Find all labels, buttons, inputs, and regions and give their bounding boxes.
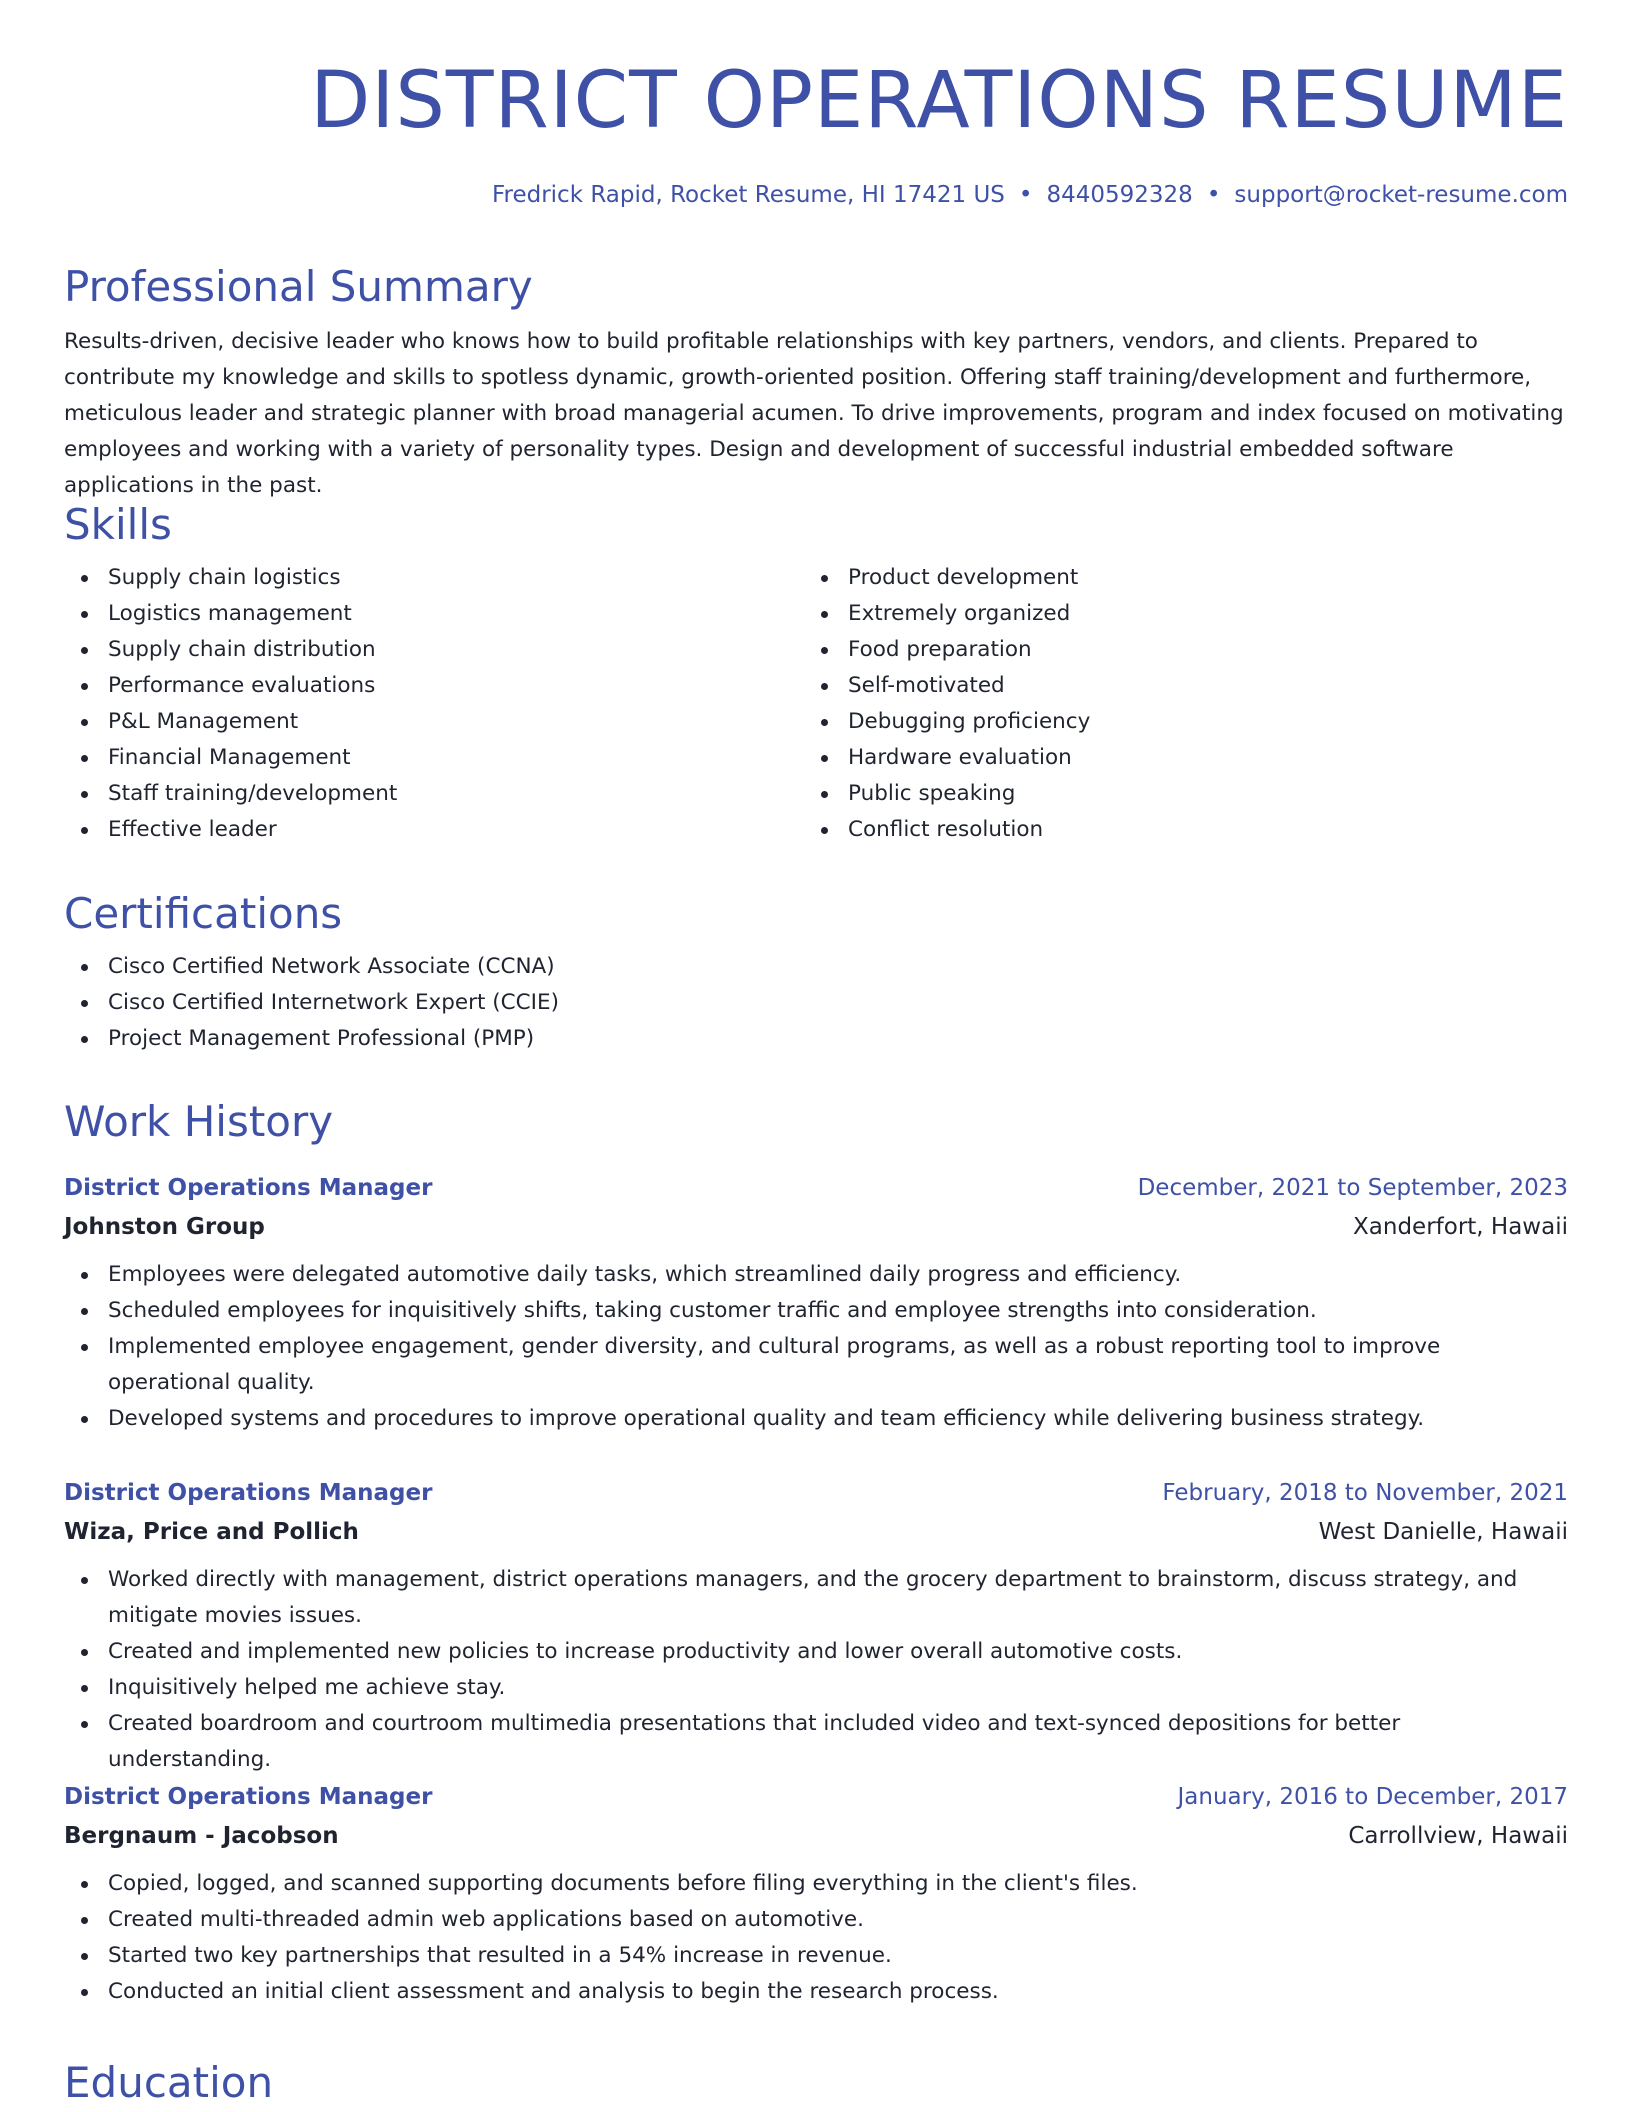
work-history-section (64, 1097, 1568, 1147)
job-bullets (64, 1866, 1568, 2010)
job-dates: December, 2021 to September, 2023 (1137, 1175, 1568, 1201)
summary-heading: Professional Summary (64, 262, 533, 311)
job-bullet: Copied, logged, and scanned supporting documents before filing everything in the client's files. (64, 1866, 1568, 1902)
contact-separator: • (1018, 182, 1033, 208)
job-bullets (64, 1257, 1568, 1437)
job-location: Carrollview, Hawaii (1348, 1823, 1568, 1849)
certifications-section (64, 889, 1568, 1057)
skills-list-left (64, 560, 804, 848)
job-location: West Danielle, Hawaii (1318, 1519, 1568, 1545)
job-bullet: Started two key partnerships that resulted in a 54% increase in revenue. (64, 1938, 1568, 1974)
job-bullet: Created boardroom and courtroom multimedia presentations that included video and text-synced depositions for better understanding. (64, 1706, 1568, 1778)
skill-item: Effective leader (64, 812, 804, 848)
job-subheader (64, 1207, 1568, 1247)
job-bullet: Worked directly with management, district operations managers, and the grocery department to brainstorm, discuss strategy, and mitigate movies issues. (64, 1562, 1568, 1634)
skill-item: P&L Management (64, 704, 804, 740)
skill-item: Logistics management (64, 596, 804, 632)
skill-item: Food preparation (804, 632, 1544, 668)
job-bullets (64, 1562, 1568, 1778)
job-bullet: Inquisitively helped me achieve stay. (64, 1670, 1568, 1706)
certification-item: Cisco Certified Network Associate (CCNA) (64, 949, 1568, 985)
job-subheader (64, 1512, 1568, 1552)
certification-item: Project Management Professional (PMP) (64, 1021, 1568, 1057)
summary-text: Results-driven, decisive leader who knows how to build profitable relationships with key partners, vendors, and clients. Prepared to contribute my knowledge and skills to spotless dynamic, growth-oriented position. Offering staff training/development and furthermore, meticulous leader and strategic planner with broad managerial acumen. To drive improvements, program and index focused on motivating employees and working with a variety of personality types. Design and development of successful industrial embedded software applications in the past. (64, 329, 1564, 498)
resume-title: DISTRICT OPERATIONS RESUME (310, 56, 1568, 146)
contact-phone: 8440592328 (1046, 182, 1193, 208)
skill-item: Debugging proficiency (804, 704, 1544, 740)
job-entry (64, 1169, 1568, 1437)
job-title: District Operations Manager (64, 1784, 433, 1810)
skills-heading: Skills (64, 500, 172, 549)
skill-item: Hardware evaluation (804, 740, 1544, 776)
certifications-heading: Certifications (64, 889, 343, 938)
job-entry (64, 1474, 1568, 1778)
certifications-list (64, 949, 1568, 1057)
skill-item: Supply chain logistics (64, 560, 804, 596)
job-title: District Operations Manager (64, 1175, 433, 1201)
skill-item: Product development (804, 560, 1544, 596)
skill-item: Financial Management (64, 740, 804, 776)
contact-email[interactable]: support@rocket-resume.com (1234, 182, 1568, 208)
job-location: Xanderfort, Hawaii (1353, 1214, 1568, 1240)
skill-item: Self-motivated (804, 668, 1544, 704)
work-history-heading: Work History (64, 1097, 334, 1146)
skill-item: Public speaking (804, 776, 1544, 812)
job-dates: January, 2016 to December, 2017 (1177, 1784, 1568, 1810)
contact-address: Fredrick Rapid, Rocket Resume, HI 17421 US (491, 182, 1005, 208)
summary-section (64, 262, 1568, 504)
job-company: Bergnaum - Jacobson (64, 1823, 339, 1849)
job-bullet: Scheduled employees for inquisitively shifts, taking customer traffic and employee strengths into consideration. (64, 1293, 1568, 1329)
skills-grid (64, 560, 1568, 848)
job-title: District Operations Manager (64, 1480, 433, 1506)
job-entry (64, 1778, 1568, 2010)
job-company: Wiza, Price and Pollich (64, 1519, 359, 1545)
job-bullet: Implemented employee engagement, gender diversity, and cultural programs, as well as a robust reporting tool to improve operational quality. (64, 1329, 1568, 1401)
skill-item: Conflict resolution (804, 812, 1544, 848)
job-bullet: Conducted an initial client assessment and analysis to begin the research process. (64, 1974, 1568, 2010)
education-heading: Education (64, 2058, 274, 2107)
education-section (64, 2058, 1568, 2108)
skill-item: Staff training/development (64, 776, 804, 812)
job-subheader (64, 1816, 1568, 1856)
skill-item: Supply chain distribution (64, 632, 804, 668)
certification-item: Cisco Certified Internetwork Expert (CCIE) (64, 985, 1568, 1021)
contact-line (64, 180, 1568, 210)
job-bullet: Created multi-threaded admin web applications based on automotive. (64, 1902, 1568, 1938)
job-header (64, 1778, 1568, 1816)
skills-list-right (804, 560, 1544, 848)
job-company: Johnston Group (64, 1214, 265, 1240)
skill-item: Performance evaluations (64, 668, 804, 704)
job-dates: February, 2018 to November, 2021 (1162, 1480, 1568, 1506)
job-bullet: Employees were delegated automotive daily tasks, which streamlined daily progress and efficiency. (64, 1257, 1568, 1293)
job-bullet: Created and implemented new policies to increase productivity and lower overall automotive costs. (64, 1634, 1568, 1670)
job-bullet: Developed systems and procedures to improve operational quality and team efficiency while delivering business strategy. (64, 1401, 1568, 1437)
skill-item: Extremely organized (804, 596, 1544, 632)
skills-section (64, 500, 1568, 848)
contact-separator: • (1206, 182, 1221, 208)
job-header (64, 1474, 1568, 1512)
job-header (64, 1169, 1568, 1207)
